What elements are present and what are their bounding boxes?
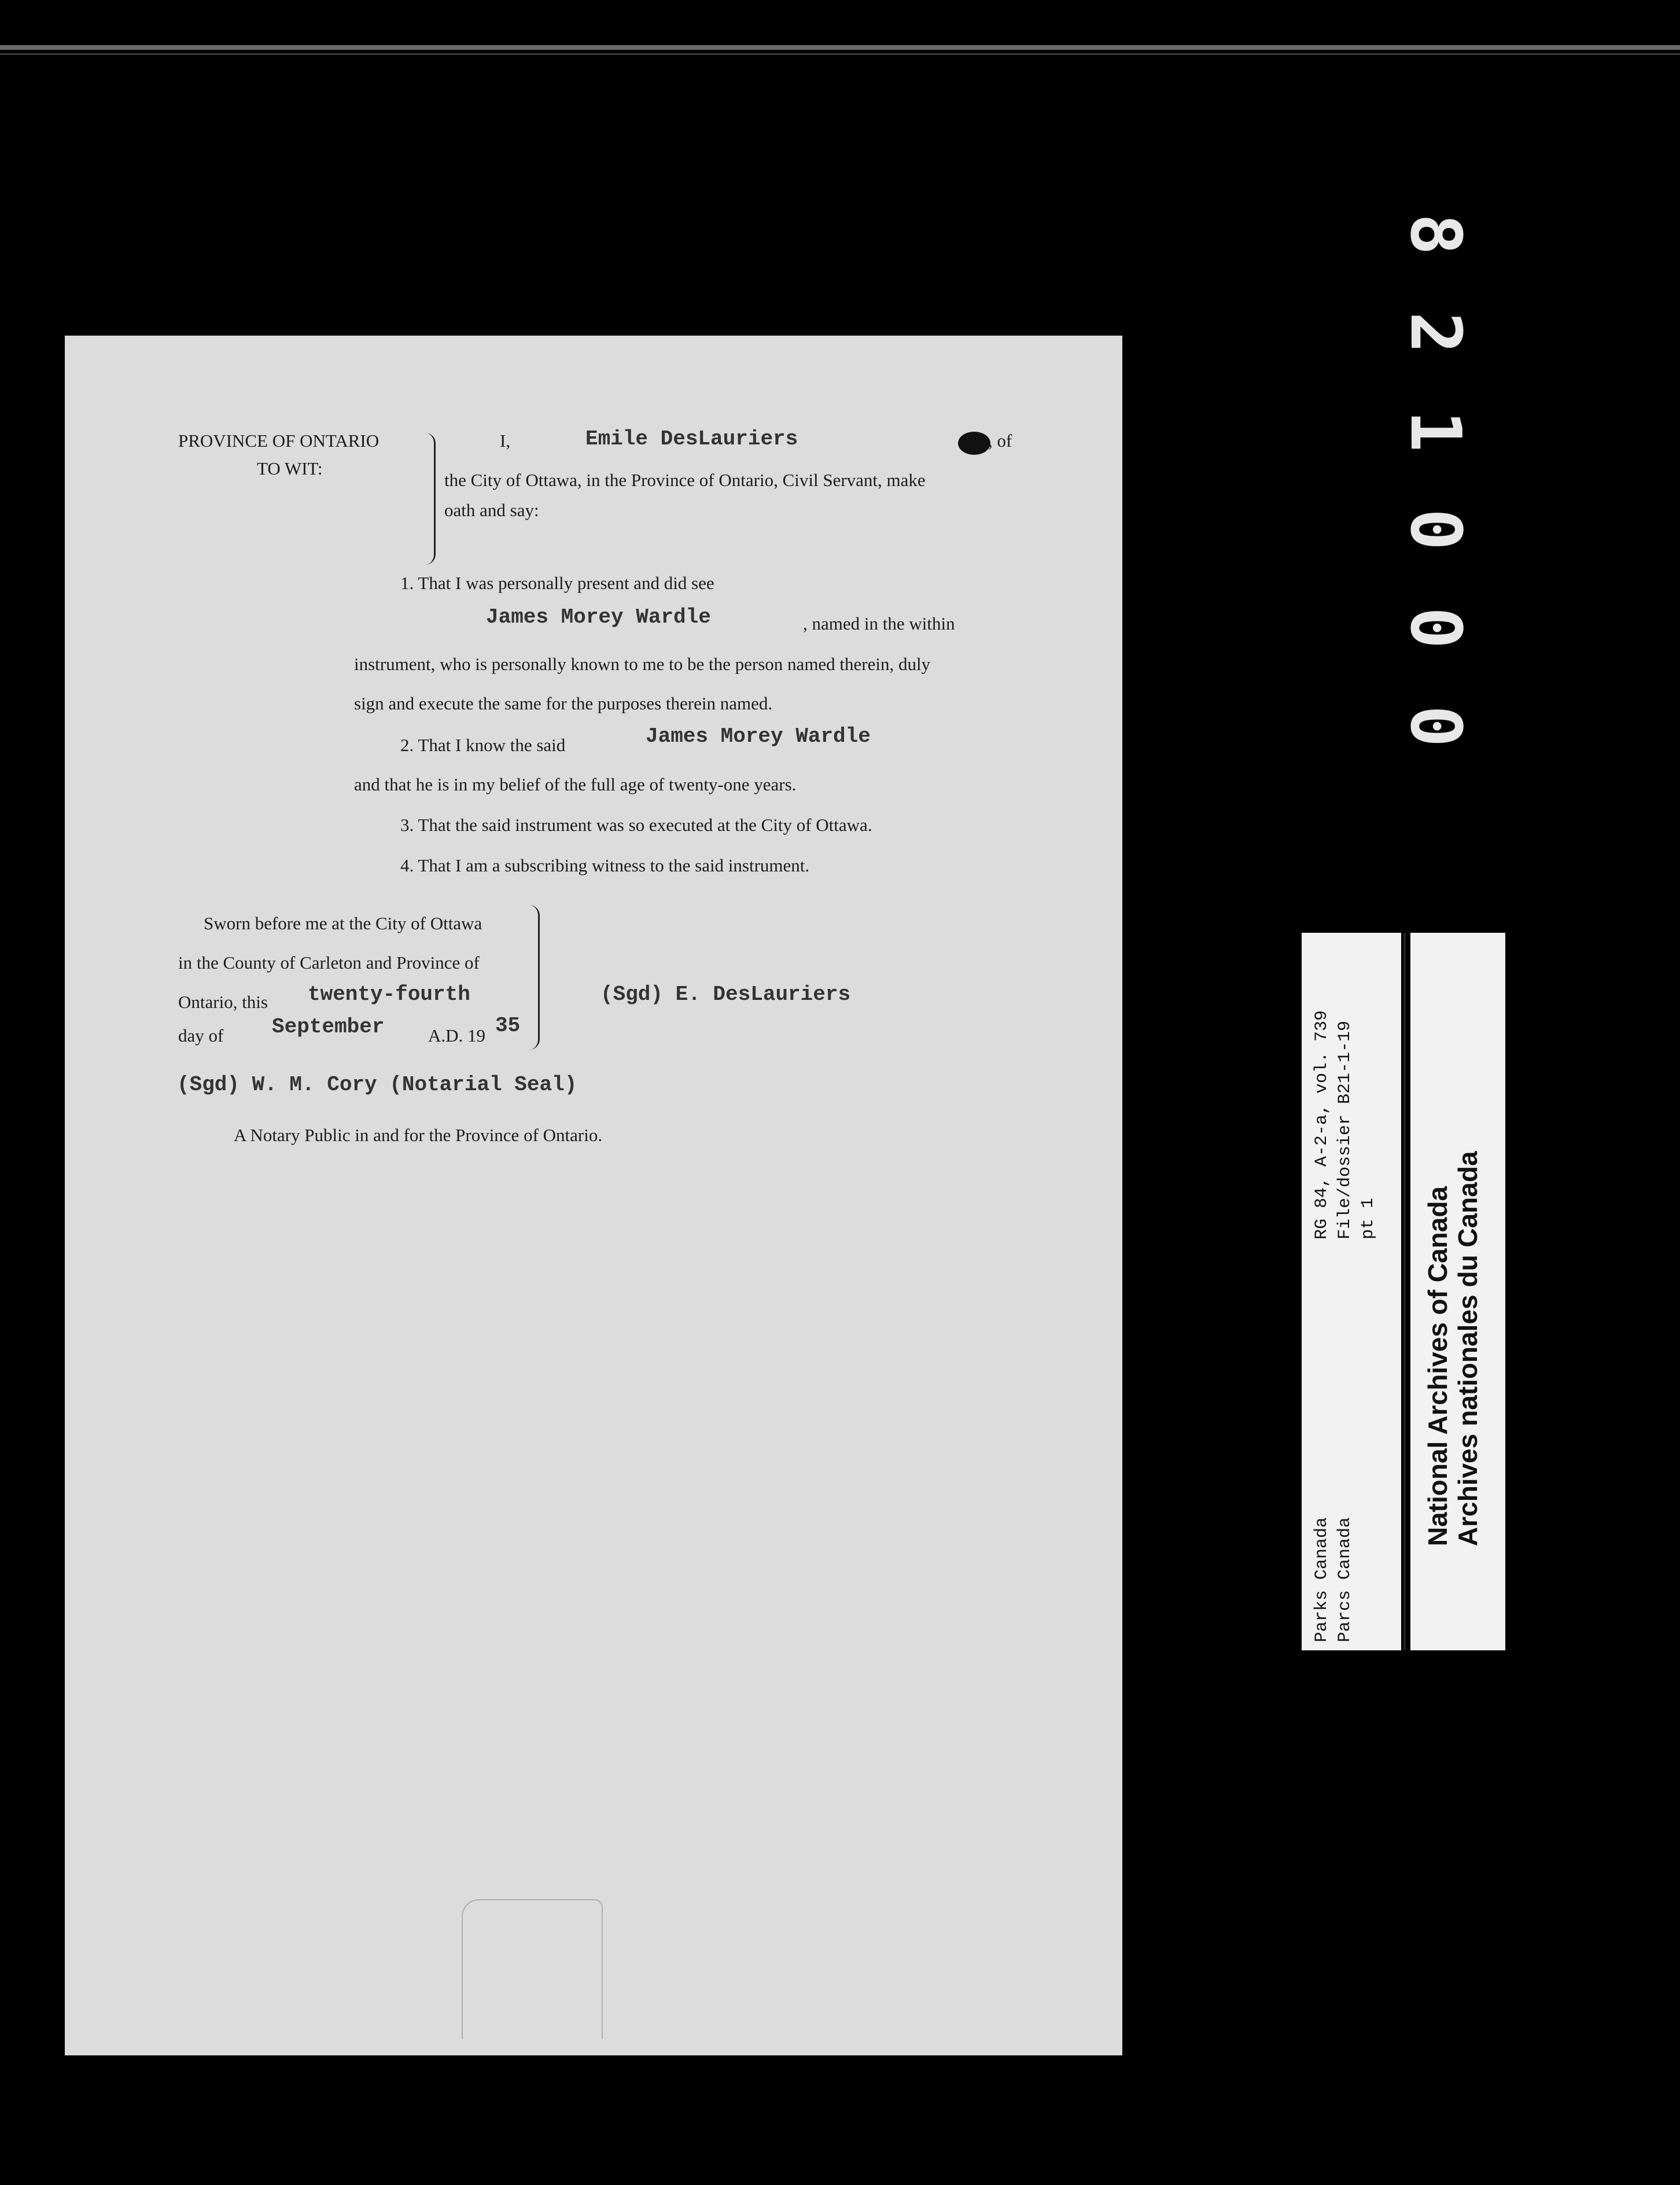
item-1-name: James Morey Wardle xyxy=(486,605,711,629)
label-divider xyxy=(1403,933,1406,1650)
agency-line-2: Parcs Canada xyxy=(1335,1517,1355,1642)
jurat-brace xyxy=(528,905,540,1050)
notary-signature: (Sgd) W. M. Cory (Notarial Seal) xyxy=(177,1073,577,1097)
reference-line-3: pt 1 xyxy=(1358,1197,1378,1239)
notary-title: A Notary Public in and for the Province of Ontario. xyxy=(234,1125,603,1145)
deponent-suffix: , of xyxy=(988,431,1012,451)
jurat-ad: A.D. 19 xyxy=(428,1025,486,1046)
intro-line-2: oath and say: xyxy=(444,500,539,520)
affidavit-page xyxy=(65,336,1122,2055)
microfilm-frame-number xyxy=(1394,185,1475,752)
frame-digit: 2 xyxy=(1395,311,1475,354)
jurisdiction-line-1: PROVINCE OF ONTARIO xyxy=(178,431,380,451)
jurat-year: 35 xyxy=(495,1014,521,1038)
frame-digit: 1 xyxy=(1395,410,1475,453)
reference-line-2: File/dossier B21-1-19 xyxy=(1335,1020,1355,1239)
deponent-name: Emile DesLauriers xyxy=(585,427,798,451)
jurat-line-2: in the County of Carleton and Province of xyxy=(178,952,480,973)
item-3: 3. That the said instrument was so executed at the City of Ottawa. xyxy=(400,815,872,835)
jurat-day: twenty-fourth xyxy=(308,983,470,1006)
jurat-month: September xyxy=(272,1015,385,1039)
ink-blot xyxy=(958,432,990,455)
agency-line-1: Parks Canada xyxy=(1312,1517,1332,1642)
item-2-name: James Morey Wardle xyxy=(646,724,871,748)
item-1-line-1: 1. That I was personally present and did see xyxy=(400,573,714,593)
archives-institution-label xyxy=(1410,933,1505,1650)
deponent-signature: (Sgd) E. DesLauriers xyxy=(600,983,851,1006)
frame-digit: 8 xyxy=(1395,213,1475,256)
frame-digit: 0 xyxy=(1395,705,1475,748)
institution-name-french: Archives nationales du Canada xyxy=(1453,1151,1483,1546)
item-1-line-3: instrument, who is personally known to me to be the person named therein, duly xyxy=(354,654,931,674)
frame-digit: 0 xyxy=(1395,508,1475,551)
item-1-line-4: sign and execute the same for the purposes therein named. xyxy=(354,693,773,713)
faint-seal-outline xyxy=(462,1899,603,2039)
item-1-tail: , named in the within xyxy=(803,613,955,634)
film-edge-line-secondary xyxy=(0,53,1680,55)
jurisdiction-line-2: TO WIT: xyxy=(257,458,323,479)
intro-line-1: the City of Ottawa, in the Province of Ontario, Civil Servant, make xyxy=(444,470,926,490)
jurat-line-3: Ontario, this xyxy=(178,992,268,1012)
jurat-line-4: day of xyxy=(178,1025,224,1046)
jurat-line-1: Sworn before me at the City of Ottawa xyxy=(204,913,482,933)
institution-name-english: National Archives of Canada xyxy=(1423,1186,1453,1546)
deponent-prefix: I, xyxy=(500,431,511,451)
jurisdiction-brace xyxy=(423,433,436,565)
archive-reference-label xyxy=(1302,933,1401,1650)
frame-digit: 0 xyxy=(1395,606,1475,649)
film-edge-line xyxy=(0,45,1680,50)
item-4: 4. That I am a subscribing witness to the said instrument. xyxy=(400,855,810,876)
reference-line-1: RG 84, A-2-a, vol. 739 xyxy=(1312,1010,1332,1239)
item-2-line-1: 2. That I know the said xyxy=(400,735,566,755)
item-2-line-2: and that he is in my belief of the full age of twenty-one years. xyxy=(354,774,797,794)
